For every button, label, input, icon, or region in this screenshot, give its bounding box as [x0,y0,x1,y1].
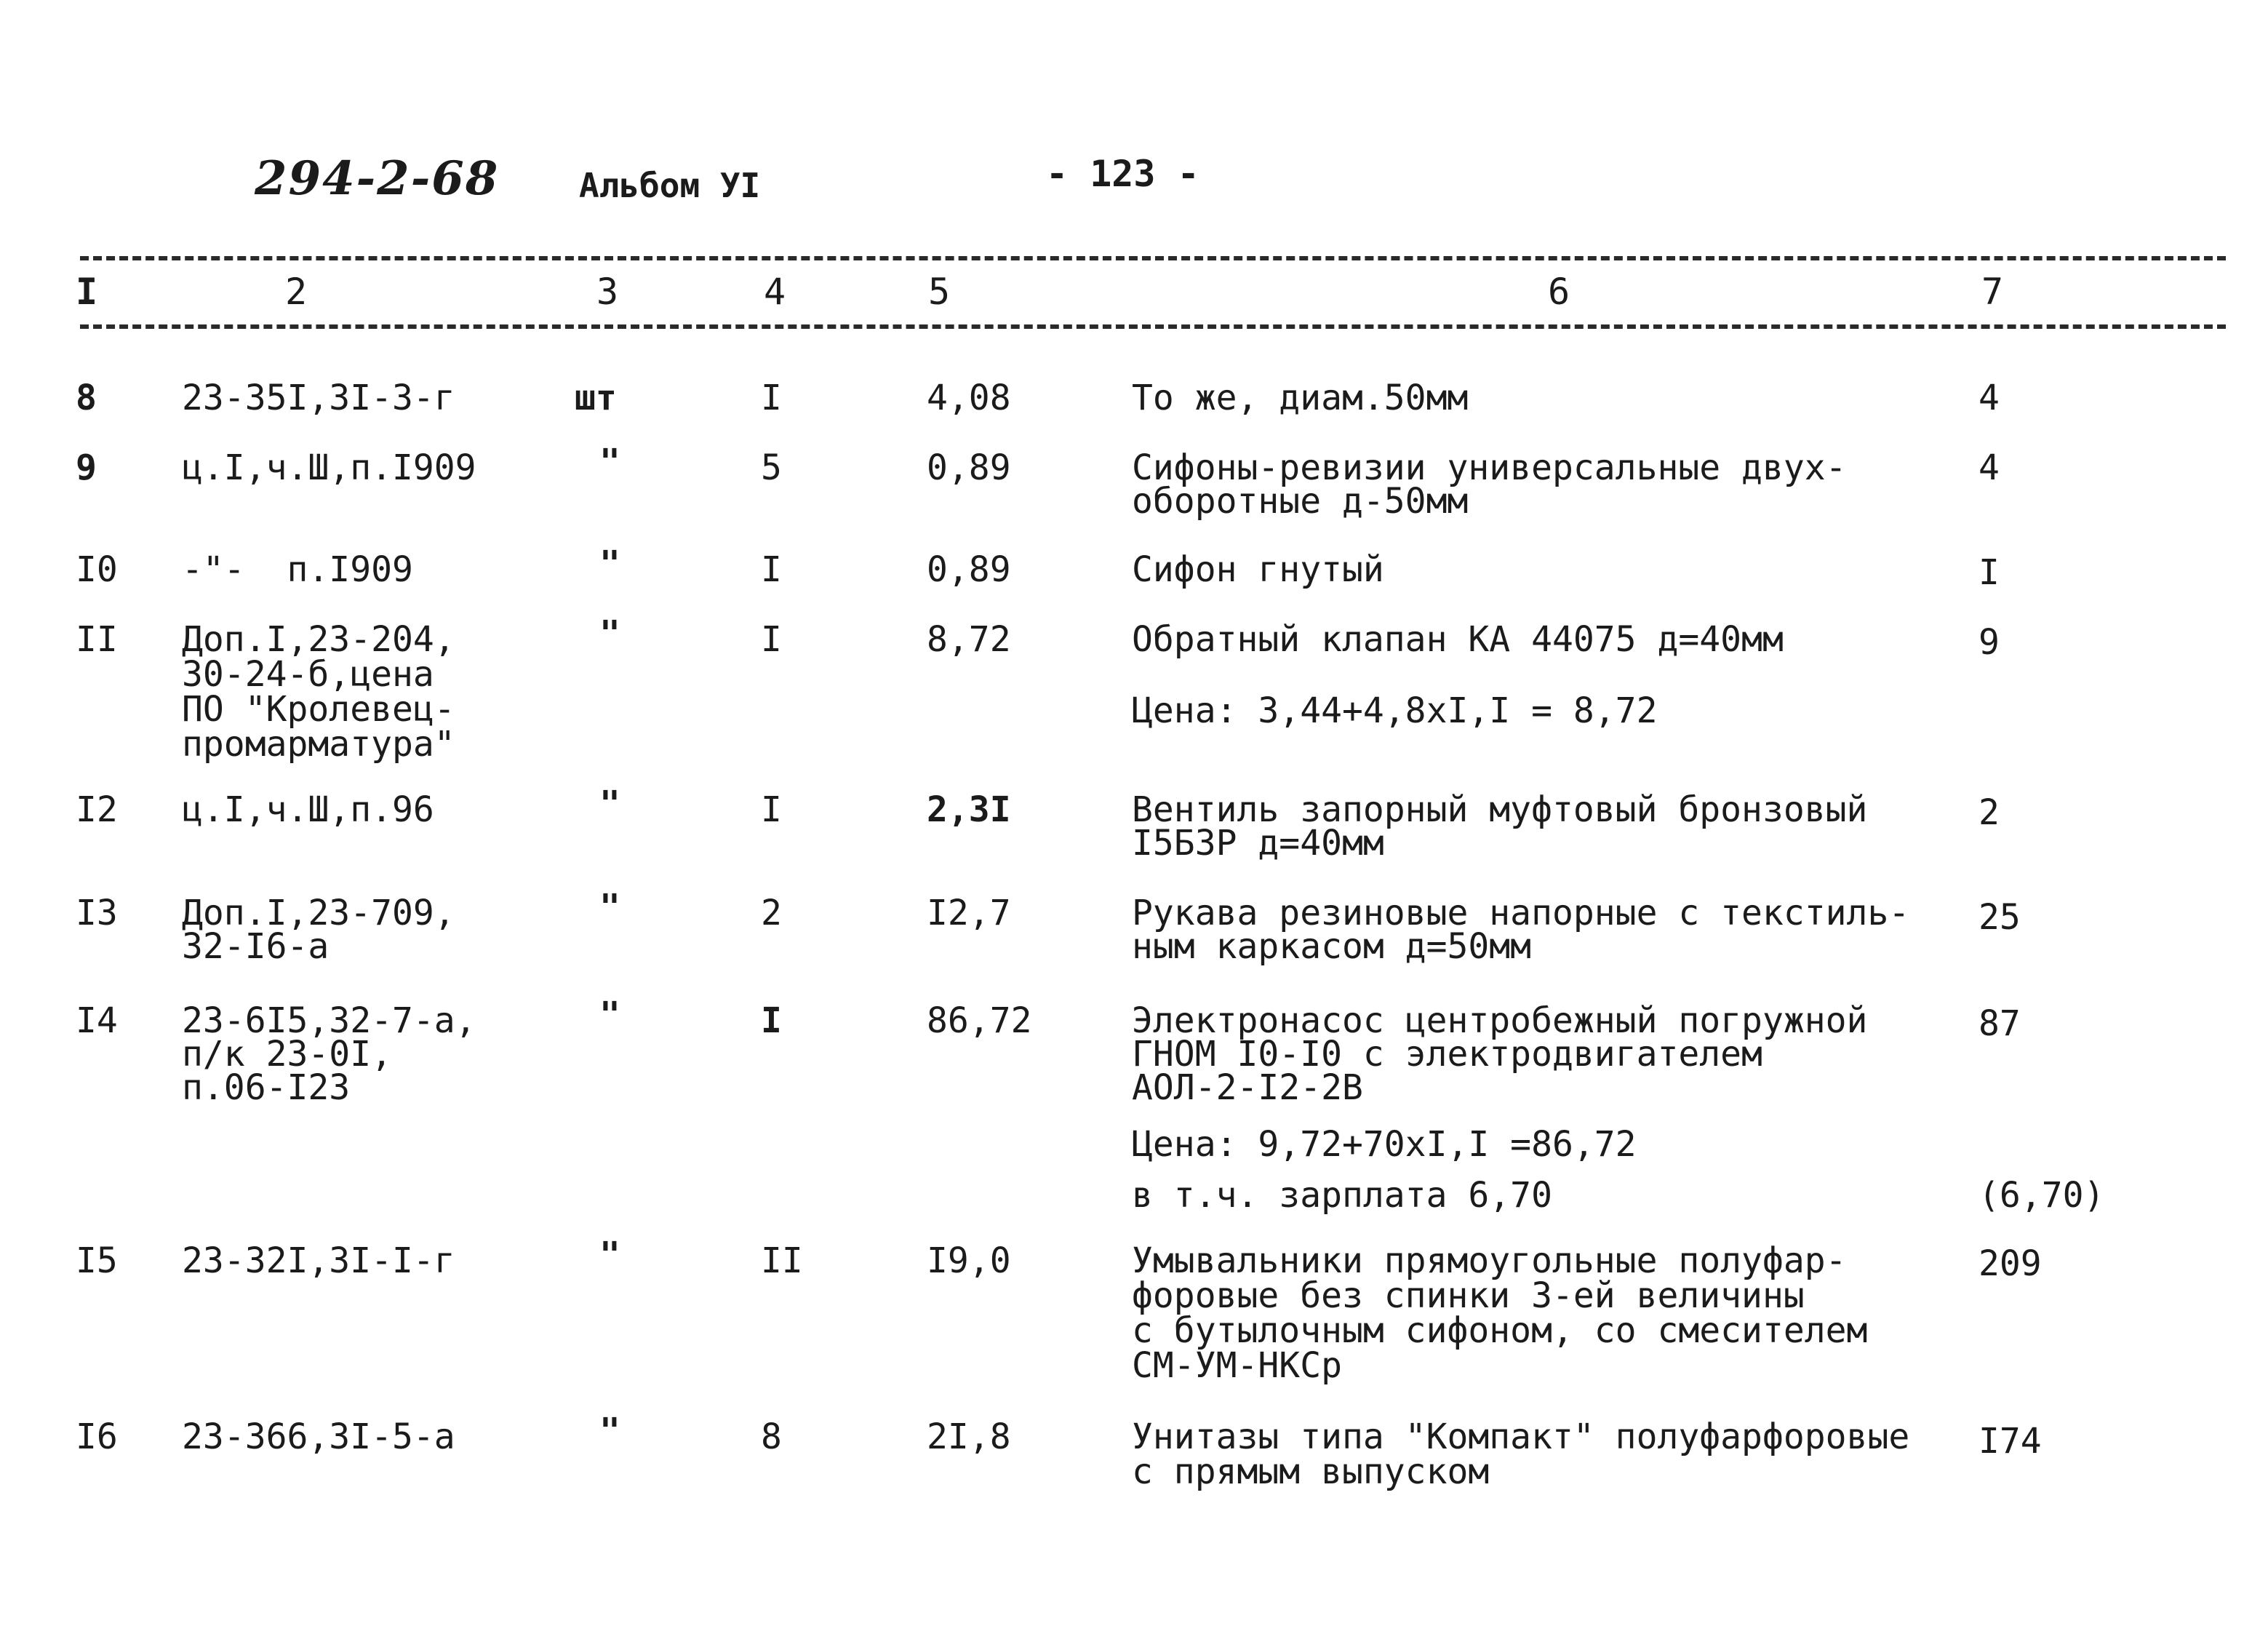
doc-number-handwritten: 294-2-68 [255,151,500,206]
row-description-line: I5БЗР д=40мм [1132,823,1384,864]
row-total: I74 [1978,1421,2042,1462]
row-unit: " [599,995,620,1035]
row-reference-line: Доп.I,23-204, [182,619,455,660]
row-description-line: форовые без спинки 3-ей величины [1132,1275,1805,1316]
row-total: 9 [1978,622,2000,663]
row-total: 2 [1978,792,2000,833]
row-unit: " [599,1235,620,1275]
row-number: I3 [76,893,118,933]
row-unit: шт [575,378,617,418]
row-number: 8 [76,378,97,418]
row-quantity: I [761,1000,782,1041]
row-total: 4 [1978,378,2000,418]
table-top-rule [80,256,2226,260]
row-total: I [1978,552,2000,593]
row-quantity: 5 [761,447,782,488]
row-quantity: I [761,789,782,830]
row-unit-price: 8,72 [927,619,1011,660]
row-reference-line: 23-32I,3I-I-г [182,1240,455,1281]
row-quantity: 8 [761,1416,782,1457]
row-unit-price: 4,08 [927,378,1011,418]
row-description-line: Сифоны-ревизии универсальные двух- [1132,447,1847,488]
album-title: Альбом УI [579,166,761,205]
row-unit: " [599,784,620,824]
row-unit: " [599,887,620,928]
row-unit-price: 2I,8 [927,1416,1011,1457]
row-description-line: Электронасос центробежный погружной [1132,1000,1868,1041]
row-number: II [76,619,118,660]
row-description-line: оборотные д-50мм [1132,481,1469,522]
row-description-line: Рукава резиновые напорные с текстиль- [1132,893,1910,933]
column-header-2: 2 [285,271,308,313]
row-description-line: СМ-УМ-НКСр [1132,1345,1342,1386]
row-quantity: II [761,1240,803,1281]
row-description-line: Унитазы типа "Компакт" полуфарфоровые [1132,1416,1910,1457]
row-reference-line: п.06-I23 [182,1067,351,1108]
row-total: 4 [1978,447,2000,488]
table-header-rule [80,324,2226,329]
row-total: 87 [1978,1003,2021,1044]
row-unit-price: I9,0 [927,1240,1011,1281]
row-description-line: ным каркасом д=50мм [1132,926,1532,967]
row-unit: " [599,543,620,584]
row-number: I5 [76,1240,118,1281]
row-quantity: I [761,619,782,660]
row-reference-line: п/к 23-0I, [182,1034,392,1075]
row-wage-note: в т.ч. зарплата 6,70 [1132,1175,1552,1216]
row-price-formula: Цена: 3,44+4,8хI,I = 8,72 [1132,690,1658,731]
column-header-1: I [76,271,98,313]
row-description-line: ГНОМ I0-I0 с электродвигателем [1132,1034,1762,1075]
row-reference-line: ц.I,ч.Ш,п.I909 [182,447,476,488]
row-description-line: Вентиль запорный муфтовый бронзовый [1132,789,1868,830]
row-price-formula: Цена: 9,72+70хI,I =86,72 [1132,1124,1637,1165]
page-number: - 123 - [1046,153,1199,195]
row-unit-price: 2,3I [927,789,1011,830]
row-description-line: Обратный клапан КА 44075 д=40мм [1132,619,1784,660]
row-wage-total: (6,70) [1978,1175,2105,1216]
column-header-5: 5 [928,271,951,313]
row-number: I6 [76,1416,118,1457]
row-unit-price: 0,89 [927,549,1011,590]
row-total: 209 [1978,1243,2042,1284]
row-reference-line: 23-366,3I-5-а [182,1416,455,1457]
row-description-line: Умывальники прямоугольные полуфар- [1132,1240,1847,1281]
row-reference-line: -"- п.I909 [182,549,413,590]
row-number: 9 [76,447,97,488]
row-quantity: 2 [761,893,782,933]
row-reference-line: промарматура" [182,724,455,765]
column-header-3: 3 [596,271,619,313]
column-header-6: 6 [1548,271,1570,313]
column-header-4: 4 [764,271,786,313]
row-reference-line: 23-6I5,32-7-а, [182,1000,476,1041]
row-reference-line: Доп.I,23-709, [182,893,455,933]
row-description-line: с бутылочным сифоном, со смесителем [1132,1310,1868,1351]
row-number: I2 [76,789,118,830]
row-number: I4 [76,1000,118,1041]
row-total: 25 [1978,897,2021,938]
row-description-line: То же, диам.50мм [1132,378,1469,418]
row-unit: " [599,442,620,482]
row-unit: " [599,613,620,654]
row-unit-price: I2,7 [927,893,1011,933]
row-unit-price: 86,72 [927,1000,1032,1041]
row-description-line: с прямым выпуском [1132,1451,1490,1492]
row-description-line: АОЛ-2-I2-2В [1132,1067,1363,1108]
row-reference-line: 30-24-б,цена [182,654,434,695]
row-quantity: I [761,549,782,590]
row-reference-line: 32-I6-а [182,926,330,967]
row-number: I0 [76,549,118,590]
row-reference-line: 23-35I,3I-3-г [182,378,455,418]
row-unit-price: 0,89 [927,447,1011,488]
column-header-7: 7 [1981,271,2004,313]
row-quantity: I [761,378,782,418]
row-unit: " [599,1411,620,1451]
row-reference-line: ц.I,ч.Ш,п.96 [182,789,434,830]
row-reference-line: ПО "Кролевец- [182,689,455,730]
row-description-line: Сифон гнутый [1132,549,1384,590]
